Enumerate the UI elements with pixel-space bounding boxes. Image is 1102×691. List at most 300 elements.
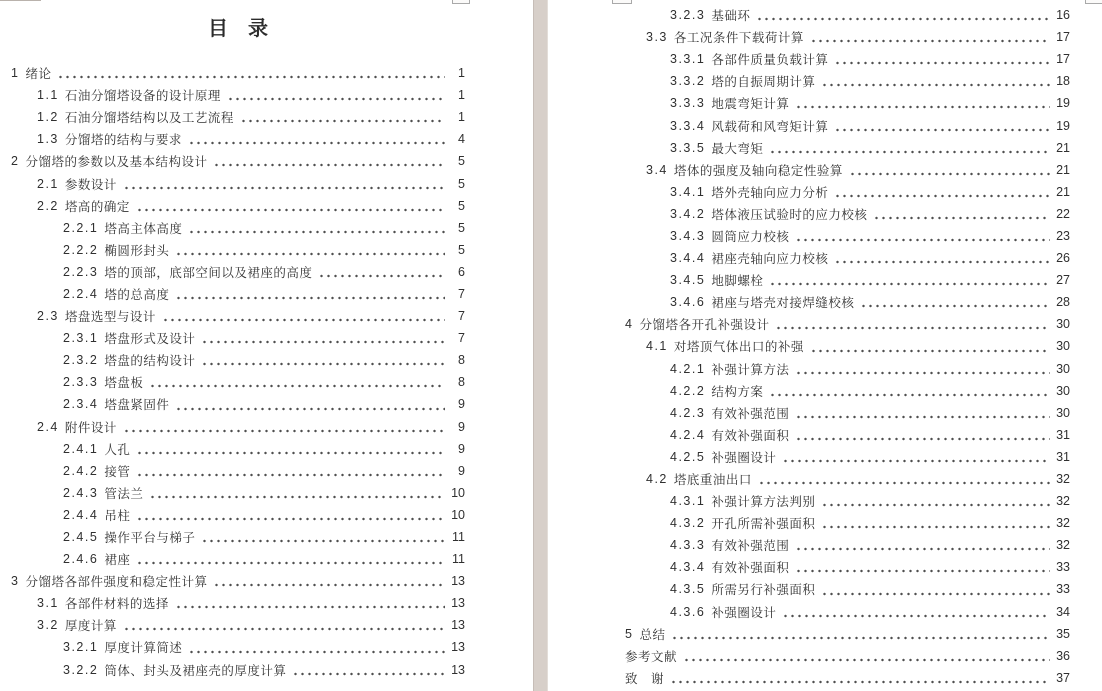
toc-entry[interactable] [625, 92, 1070, 114]
dot-leader [834, 260, 1050, 264]
toc-entry[interactable] [625, 181, 1070, 203]
toc-entry-title: 塔体的强度及轴向稳定性验算 [673, 163, 843, 178]
toc-entry-page: 10 [451, 507, 465, 522]
toc-entry-title: 塔盘选型与设计 [64, 310, 156, 325]
toc-entry-number: 2.3.2 [63, 353, 99, 368]
toc-entry-title: 参数设计 [64, 177, 117, 192]
toc-entry-number: 3.4.1 [670, 184, 706, 199]
toc-entry[interactable] [11, 460, 465, 482]
toc-entry-title: 附件设计 [64, 420, 117, 435]
toc-entry-title: 绪论 [25, 67, 52, 82]
toc-entry-number: 4.3.6 [670, 604, 706, 619]
toc-entry[interactable] [625, 534, 1070, 556]
toc-entry-title: 圆筒应力校核 [711, 229, 790, 244]
toc-entry-page: 31 [1056, 449, 1070, 464]
dot-leader [756, 17, 1050, 21]
toc-entry-title: 厚度计算 [64, 619, 117, 634]
toc-entry-title: 致 谢 [625, 671, 665, 686]
dot-leader [175, 407, 445, 411]
toc-entry-page: 10 [451, 485, 465, 500]
dot-leader [292, 672, 445, 676]
dot-leader [57, 75, 445, 79]
toc-entry-page: 1 [458, 88, 465, 103]
toc-entry-number: 1 [11, 66, 20, 81]
toc-entry-title: 补强计算方法判别 [711, 495, 816, 510]
dot-leader [834, 61, 1050, 65]
toc-entry[interactable] [11, 261, 465, 283]
toc-entry-page: 17 [1056, 52, 1070, 67]
toc-entry-number: 2.2.2 [63, 242, 99, 257]
toc-entry-page: 11 [452, 530, 465, 545]
dot-leader [795, 569, 1050, 573]
dot-leader [795, 105, 1050, 109]
toc-entry-number: 2.4.4 [63, 507, 99, 522]
toc-entry[interactable] [11, 393, 465, 415]
toc-entry[interactable] [625, 623, 1070, 645]
toc-entry-number: 4.2.1 [670, 361, 706, 376]
toc-entry-title: 椭圆形封头 [104, 243, 170, 258]
toc-entry-page: 21 [1056, 140, 1070, 155]
toc-entry-page: 13 [451, 618, 465, 633]
toc-entry[interactable] [625, 667, 1070, 689]
toc-entry-title: 裙座壳轴向应力校核 [711, 252, 829, 267]
toc-entry-title: 筒体、封头及裙座壳的厚度计算 [104, 663, 287, 678]
toc-entry-number: 1.2 [37, 110, 59, 125]
toc-entry-title: 各部件质量负载计算 [711, 53, 829, 68]
toc-entry-page: 26 [1056, 251, 1070, 266]
toc-entry-page: 21 [1056, 162, 1070, 177]
dot-leader [821, 503, 1050, 507]
toc-entry[interactable] [11, 416, 465, 438]
toc-entry-page: 36 [1056, 648, 1070, 663]
toc-entry-page: 1 [458, 66, 465, 81]
toc-entry-title: 分馏塔各开孔补强设计 [639, 318, 770, 333]
toc-entry-number: 3.4.5 [670, 273, 706, 288]
dot-leader [240, 119, 445, 123]
toc-entry-title: 塔外壳轴向应力分析 [711, 185, 829, 200]
toc-entry[interactable] [11, 371, 465, 393]
toc-entry[interactable] [625, 578, 1070, 600]
toc-entry-page: 9 [458, 397, 465, 412]
toc-entry[interactable] [11, 526, 465, 548]
dot-leader [188, 230, 445, 234]
toc-entry-number: 4.2.2 [670, 383, 706, 398]
toc-entry[interactable] [11, 548, 465, 570]
toc-entry[interactable] [11, 217, 465, 239]
toc-entry[interactable] [625, 512, 1070, 534]
toc-entry[interactable] [11, 570, 465, 592]
toc-entry-title: 补强圈设计 [711, 450, 777, 465]
toc-entry[interactable] [11, 327, 465, 349]
toc-entry-number: 2.4.6 [63, 552, 99, 567]
dot-leader [201, 539, 445, 543]
toc-entry-number: 4.3.2 [670, 516, 706, 531]
toc-entry-number: 4.2.4 [670, 427, 706, 442]
toc-entry-number: 2.2.1 [63, 220, 99, 235]
toc-entry-title: 塔高的确定 [64, 199, 130, 214]
dot-leader [201, 362, 445, 366]
dot-leader [136, 517, 445, 521]
toc-entry[interactable] [625, 70, 1070, 92]
toc-entry[interactable] [625, 380, 1070, 402]
page-edge-line [0, 0, 41, 1]
toc-entry-title: 对塔顶气体出口的补强 [673, 340, 804, 355]
toc-entry-number: 2.3 [37, 309, 59, 324]
toc-entry-page: 7 [458, 331, 465, 346]
toc-entry-title: 塔盘形式及设计 [104, 332, 196, 347]
dot-leader [227, 97, 445, 101]
toc-entry[interactable] [625, 48, 1070, 70]
toc-entry-number: 2.4.3 [63, 485, 99, 500]
toc-entry-page: 31 [1056, 427, 1070, 442]
toc-entry-title: 参考文献 [625, 649, 678, 664]
dot-leader [810, 349, 1050, 353]
toc-entry-number: 3.1 [37, 596, 59, 611]
dot-leader [795, 415, 1050, 419]
toc-entry-title: 人孔 [104, 442, 131, 457]
toc-entry-page: 30 [1056, 339, 1070, 354]
dot-leader [175, 252, 445, 256]
dot-leader [795, 547, 1050, 551]
toc-entry[interactable] [11, 592, 465, 614]
toc-entry-number: 3.2.1 [63, 640, 99, 655]
toc-entry-page: 30 [1056, 405, 1070, 420]
dot-leader [860, 304, 1050, 308]
toc-entry-title: 塔底重油出口 [673, 473, 752, 488]
toc-entry[interactable] [625, 225, 1070, 247]
toc-entry-number: 3.4.4 [670, 251, 706, 266]
toc-list-right [625, 4, 1070, 689]
toc-entry-number: 3.4.3 [670, 228, 706, 243]
toc-entry[interactable] [625, 424, 1070, 446]
toc-entry-number: 2 [11, 154, 20, 169]
toc-entry-title: 塔体液压试验时的应力校核 [711, 207, 868, 222]
toc-entry-number: 3.2 [37, 618, 59, 633]
dot-leader [201, 340, 445, 344]
toc-entry[interactable] [625, 313, 1070, 335]
toc-entry-title: 塔盘的结构设计 [104, 354, 196, 369]
toc-entry-title: 地脚螺栓 [711, 274, 764, 289]
toc-entry-number: 3.4.2 [670, 206, 706, 221]
dot-leader [136, 451, 445, 455]
toc-entry-number: 4.3.3 [670, 538, 706, 553]
toc-entry-page: 4 [458, 132, 465, 147]
toc-entry[interactable] [625, 468, 1070, 490]
toc-entry-page: 21 [1056, 184, 1070, 199]
dot-leader [795, 437, 1050, 441]
toc-entry-page: 9 [458, 463, 465, 478]
toc-entry[interactable] [11, 84, 465, 106]
dot-leader [769, 150, 1050, 154]
dot-leader [821, 525, 1050, 529]
toc-entry-page: 32 [1056, 538, 1070, 553]
toc-entry[interactable] [11, 128, 465, 150]
toc-entry-number: 3.4.6 [670, 295, 706, 310]
toc-entry[interactable] [625, 26, 1070, 48]
toc-entry[interactable] [625, 137, 1070, 159]
dot-leader [670, 680, 1050, 684]
toc-entry[interactable] [11, 62, 465, 84]
toc-entry-title: 塔的总高度 [104, 287, 170, 302]
toc-entry-number: 4.3.5 [670, 582, 706, 597]
dot-leader [849, 172, 1050, 176]
page-left [0, 0, 533, 691]
toc-entry-number: 4.2.5 [670, 449, 706, 464]
dot-leader [683, 658, 1050, 662]
toc-entry-title: 结构方案 [711, 384, 764, 399]
toc-entry-title: 分馏塔各部件强度和稳定性计算 [25, 575, 208, 590]
toc-entry[interactable] [625, 114, 1070, 136]
toc-entry[interactable] [11, 195, 465, 217]
toc-entry-page: 34 [1056, 604, 1070, 619]
toc-entry-number: 4.1 [646, 339, 668, 354]
toc-entry-page: 9 [458, 419, 465, 434]
toc-entry-page: 5 [458, 176, 465, 191]
toc-entry-title: 分馏塔的参数以及基本结构设计 [25, 155, 208, 170]
toc-entry[interactable] [625, 446, 1070, 468]
toc-entry-number: 3.3.5 [670, 140, 706, 155]
toc-entry-title: 吊柱 [104, 508, 131, 523]
toc-entry-title: 操作平台与梯子 [104, 531, 196, 546]
toc-entry-number: 2.3.1 [63, 331, 99, 346]
dot-leader [162, 318, 445, 322]
toc-entry[interactable] [11, 614, 465, 636]
toc-entry-title: 塔盘板 [104, 376, 144, 391]
dot-leader [123, 429, 445, 433]
toc-entry-page: 27 [1056, 273, 1070, 288]
toc-entry-page: 5 [458, 242, 465, 257]
dot-leader [873, 216, 1050, 220]
toc-entry[interactable] [625, 159, 1070, 181]
toc-entry-page: 32 [1056, 472, 1070, 487]
toc-entry[interactable] [11, 482, 465, 504]
toc-entry-title: 有效补强范围 [711, 406, 790, 421]
toc-entry-number: 2.1 [37, 176, 59, 191]
toc-entry-page: 7 [458, 286, 465, 301]
toc-entry-page: 6 [458, 264, 465, 279]
toc-entry[interactable] [625, 358, 1070, 380]
toc-entry-number: 2.4.5 [63, 530, 99, 545]
toc-entry-number: 3.4 [646, 162, 668, 177]
toc-entry-title: 各工况条件下载荷计算 [673, 31, 804, 46]
dot-leader [775, 326, 1050, 330]
toc-entry-title: 塔的顶部，底部空间以及裙座的高度 [104, 265, 313, 280]
toc-entry[interactable] [625, 247, 1070, 269]
dot-leader [769, 393, 1050, 397]
toc-entry-title: 塔的自振周期计算 [711, 75, 816, 90]
toc-entry-page: 30 [1056, 383, 1070, 398]
page-artifact-box [452, 0, 470, 4]
toc-entry-title: 厚度计算简述 [104, 641, 183, 656]
toc-entry-number: 3.3.3 [670, 96, 706, 111]
toc-entry[interactable] [625, 203, 1070, 225]
toc-entry-title: 地震弯矩计算 [711, 97, 790, 112]
toc-entry-page: 32 [1056, 516, 1070, 531]
dot-leader [834, 194, 1050, 198]
toc-entry-page: 18 [1056, 74, 1070, 89]
toc-entry-page: 33 [1056, 582, 1070, 597]
toc-entry-title: 石油分馏塔结构以及工艺流程 [64, 111, 234, 126]
toc-entry-page: 16 [1056, 8, 1070, 23]
page-gap [533, 0, 548, 691]
dot-leader [136, 473, 445, 477]
toc-list-left [11, 62, 465, 681]
toc-entry-number: 3.2.3 [670, 8, 706, 23]
toc-entry-title: 风载荷和风弯矩计算 [711, 119, 829, 134]
toc-entry-number: 2.3.4 [63, 397, 99, 412]
toc-entry-number: 4.2 [646, 472, 668, 487]
dot-leader [149, 495, 445, 499]
toc-entry-page: 5 [458, 198, 465, 213]
toc-entry-page: 32 [1056, 494, 1070, 509]
dot-leader [758, 481, 1050, 485]
toc-entry-page: 28 [1056, 295, 1070, 310]
toc-entry-page: 30 [1056, 317, 1070, 332]
toc-entry-number: 3.3.4 [670, 118, 706, 133]
dot-leader [782, 614, 1050, 618]
page-artifact-box [612, 0, 632, 4]
toc-entry-title: 补强圈设计 [711, 605, 777, 620]
dot-leader [782, 459, 1050, 463]
toc-entry-title: 基础环 [711, 9, 751, 24]
dot-leader [136, 561, 445, 565]
toc-entry-page: 23 [1056, 228, 1070, 243]
toc-entry[interactable] [625, 490, 1070, 512]
dot-leader [213, 583, 445, 587]
toc-entry-page: 33 [1056, 560, 1070, 575]
dot-leader [795, 238, 1050, 242]
toc-entry-title: 裙座与塔壳对接焊缝校核 [711, 296, 855, 311]
toc-entry-title: 开孔所需补强面积 [711, 517, 816, 532]
dot-leader [769, 282, 1050, 286]
toc-entry-number: 3.3 [646, 30, 668, 45]
dot-leader [175, 296, 445, 300]
dot-leader [810, 39, 1050, 43]
toc-entry-title: 分馏塔的结构与要求 [64, 133, 182, 148]
toc-entry-page: 19 [1056, 118, 1070, 133]
dot-leader [834, 128, 1050, 132]
dot-leader [671, 636, 1050, 640]
toc-entry[interactable] [625, 269, 1070, 291]
toc-entry[interactable] [11, 504, 465, 526]
toc-entry-page: 8 [458, 353, 465, 368]
toc-entry-page: 13 [451, 596, 465, 611]
toc-entry-number: 4.2.3 [670, 405, 706, 420]
dot-leader [318, 274, 445, 278]
toc-entry-page: 13 [451, 574, 465, 589]
dot-leader [821, 83, 1050, 87]
toc-entry[interactable] [11, 239, 465, 261]
toc-entry-number: 2.4 [37, 419, 59, 434]
dot-leader [188, 141, 445, 145]
toc-entry-title: 塔盘紧固件 [104, 398, 170, 413]
dot-leader [149, 384, 445, 388]
toc-entry[interactable] [625, 645, 1070, 667]
toc-entry-number: 3.2.2 [63, 662, 99, 677]
toc-entry-title: 裙座 [104, 553, 131, 568]
dot-leader [136, 208, 445, 212]
toc-entry-title: 有效补强范围 [711, 539, 790, 554]
toc-entry-title: 补强计算方法 [711, 362, 790, 377]
dot-leader [123, 627, 445, 631]
dot-leader [821, 592, 1050, 596]
toc-entry-page: 13 [451, 640, 465, 655]
toc-entry-title: 管法兰 [104, 486, 144, 501]
toc-entry-page: 30 [1056, 361, 1070, 376]
toc-entry[interactable] [11, 438, 465, 460]
toc-entry-number: 2.2.4 [63, 286, 99, 301]
toc-entry[interactable] [11, 106, 465, 128]
toc-entry-page: 8 [458, 375, 465, 390]
page-right [548, 0, 1102, 691]
toc-entry-number: 2.2 [37, 198, 59, 213]
toc-entry-title: 所需另行补强面积 [711, 583, 816, 598]
toc-entry[interactable] [625, 291, 1070, 313]
toc-entry[interactable] [625, 4, 1070, 26]
toc-entry-number: 1.1 [37, 88, 59, 103]
toc-entry[interactable] [11, 150, 465, 172]
toc-entry[interactable] [11, 305, 465, 327]
toc-entry-page: 5 [458, 154, 465, 169]
toc-entry[interactable] [625, 556, 1070, 578]
toc-entry-page: 22 [1056, 206, 1070, 221]
toc-entry[interactable] [625, 402, 1070, 424]
toc-entry-page: 19 [1056, 96, 1070, 111]
toc-entry-number: 3.3.1 [670, 52, 706, 67]
dot-leader [123, 186, 445, 190]
dot-leader [188, 650, 445, 654]
toc-entry-title: 接管 [104, 464, 131, 479]
toc-entry-page: 17 [1056, 30, 1070, 45]
toc-entry-number: 4.3.4 [670, 560, 706, 575]
page-artifact-box [1085, 0, 1102, 4]
toc-entry-page: 37 [1056, 670, 1070, 685]
toc-entry-number: 2.4.1 [63, 441, 99, 456]
toc-entry-number: 4.3.1 [670, 494, 706, 509]
toc-entry-title: 石油分馏塔设备的设计原理 [64, 89, 221, 104]
toc-entry-page: 5 [458, 220, 465, 235]
toc-entry[interactable] [11, 636, 465, 658]
toc-entry-number: 2.3.3 [63, 375, 99, 390]
toc-entry[interactable] [625, 335, 1070, 357]
toc-entry-page: 35 [1056, 626, 1070, 641]
toc-entry-number: 2.4.2 [63, 463, 99, 478]
toc-entry-number: 3 [11, 574, 20, 589]
toc-entry-title: 有效补强面积 [711, 561, 790, 576]
toc-entry-title: 各部件材料的选择 [64, 597, 169, 612]
toc-entry-number: 2.2.3 [63, 264, 99, 279]
toc-entry-number: 3.3.2 [670, 74, 706, 89]
toc-entry-page: 13 [451, 662, 465, 677]
toc-entry-page: 11 [452, 552, 465, 567]
dot-leader [175, 605, 445, 609]
toc-entry-title: 塔高主体高度 [104, 221, 183, 236]
toc-entry[interactable] [11, 172, 465, 194]
toc-entry-page: 9 [458, 441, 465, 456]
toc-entry-title: 有效补强面积 [711, 428, 790, 443]
toc-heading: 目 录 [208, 18, 268, 40]
dot-leader [213, 163, 445, 167]
toc-entry-number: 5 [625, 626, 634, 641]
toc-entry-title: 总结 [639, 627, 666, 642]
toc-entry[interactable] [11, 283, 465, 305]
toc-entry[interactable] [11, 349, 465, 371]
toc-entry-page: 7 [458, 309, 465, 324]
toc-entry[interactable] [625, 601, 1070, 623]
dot-leader [795, 371, 1050, 375]
toc-entry[interactable] [11, 659, 465, 681]
toc-entry-number: 1.3 [37, 132, 59, 147]
